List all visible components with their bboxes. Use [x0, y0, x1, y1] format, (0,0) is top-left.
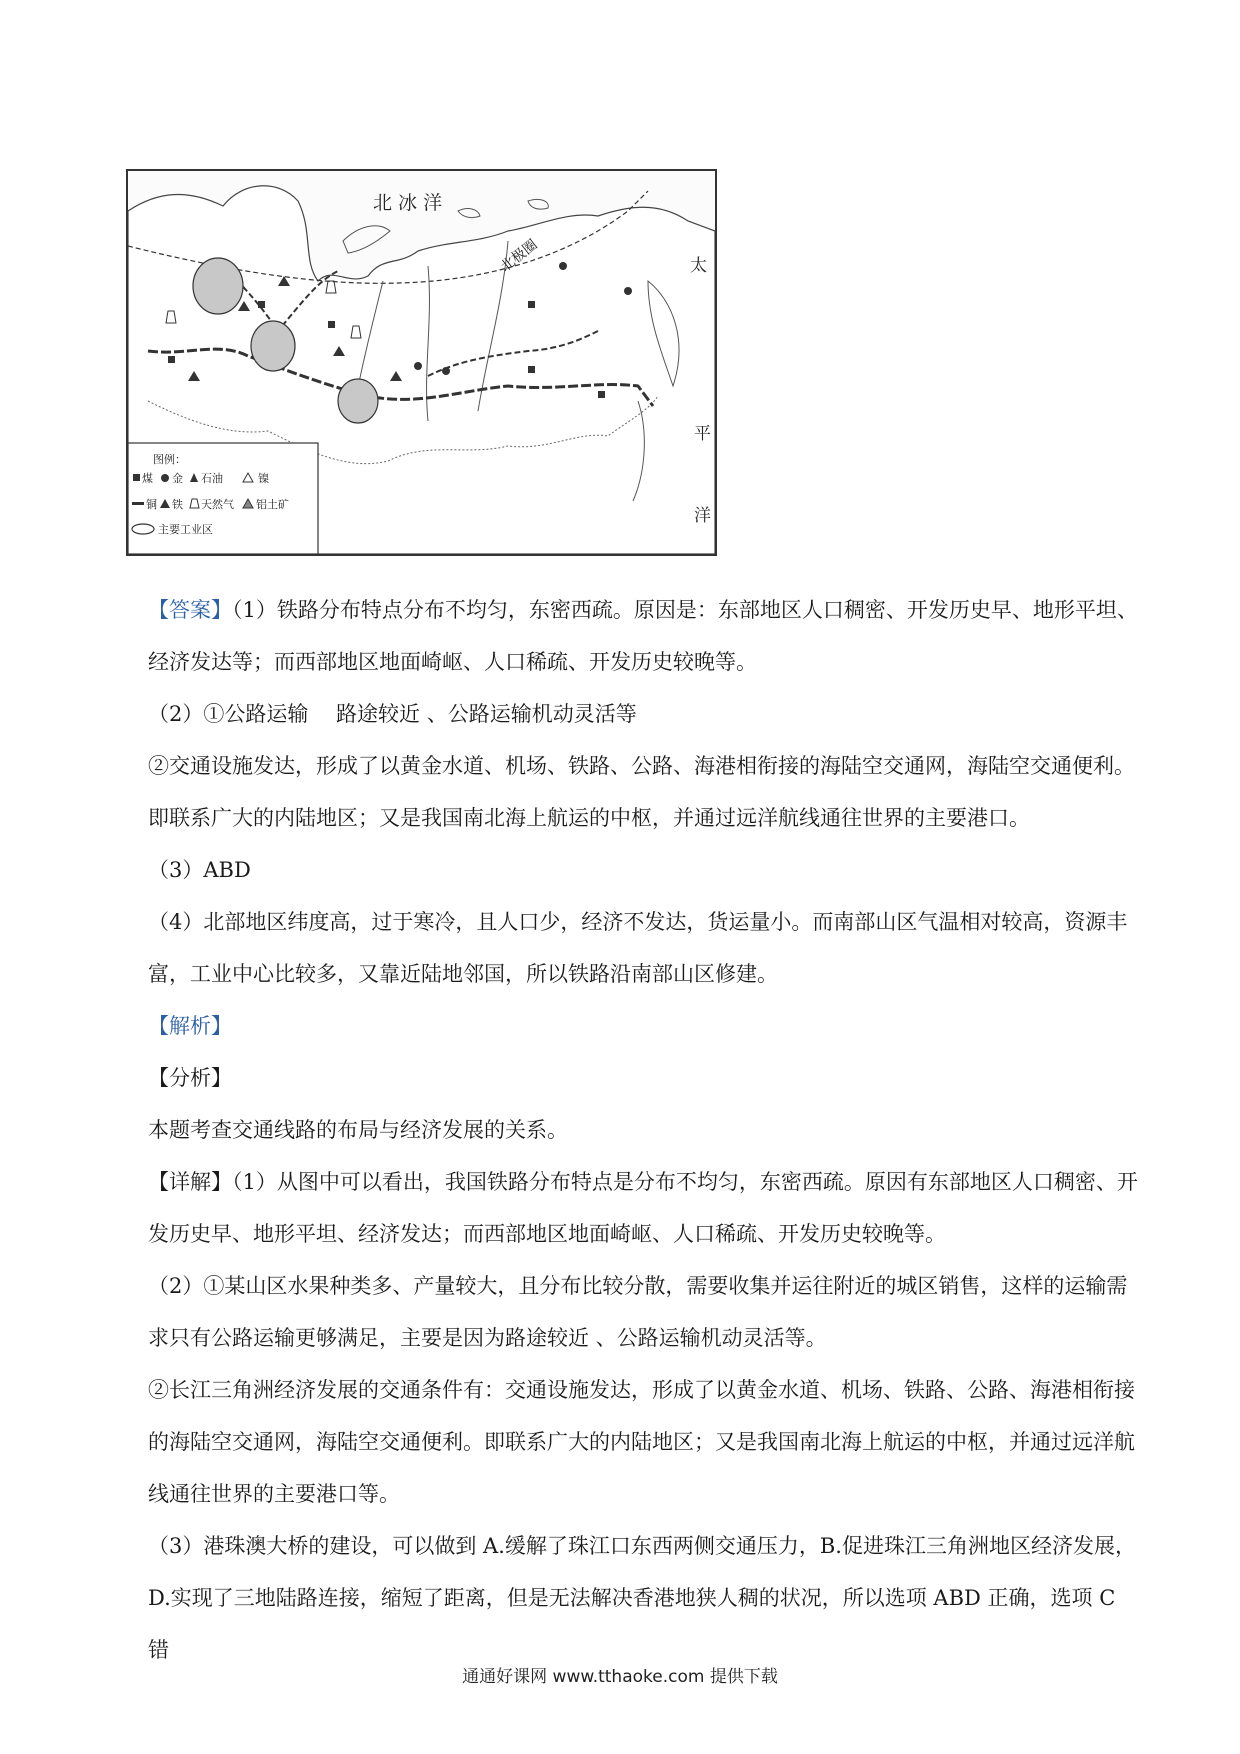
- island-arctic-2: [528, 199, 548, 209]
- label-pacific-yang: 洋: [694, 506, 711, 526]
- detail-p4: （3）港珠澳大桥的建设，可以做到 A.缓解了珠江口东西两侧交通压力，B.促进珠江三角洲地区经济发展，D.实现了三地陆路连接，缩短了距离，但是无法解决香港地狭人稠的状况，所以选项 ABD 正确，选项 C 错: [148, 1534, 1136, 1662]
- label-pacific-ping: 平: [694, 424, 711, 444]
- label-arctic-circle: 北极圈: [497, 236, 541, 276]
- map-legend: [128, 443, 318, 554]
- analysis-sub-tag: 【分析】: [148, 1066, 232, 1090]
- industrial-zone-ural: [251, 321, 295, 371]
- detail-p2: （2）①某山区水果种类多、产量较大，且分布比较分散，需要收集并运往附近的城区销售，这样的运输需求只有公路运输更够满足，主要是因为路途较近 、公路运输机动灵活等。: [148, 1274, 1128, 1350]
- legend-title: 图例：: [153, 453, 186, 466]
- island-novaya-zemlya: [343, 226, 390, 253]
- map-svg: [128, 171, 715, 554]
- analysis-intro: 本题考查交通线路的布局与经济发展的关系。: [148, 1118, 568, 1142]
- detail-p3: ②长江三角洲经济发展的交通条件有：交通设施发达，形成了以黄金水道、机场、铁路、公路、海港相衔接的海陆空交通网，海陆空交通便利。即联系广大的内陆地区；又是我国南北海上航运的中枢，并通过远洋航线通往世界的主要港口等。: [148, 1378, 1135, 1506]
- detail-tag: 【详解】: [148, 1170, 232, 1194]
- industrial-zone-kuzbass: [338, 379, 378, 423]
- answer-p4: （3）ABD: [148, 858, 251, 882]
- answer-p5: （4）北部地区纬度高，过于寒冷，且人口少，经济不发达，货运量小。而南部山区气温相对较高，资源丰富，工业中心比较多，又靠近陆地邻国，所以铁路沿南部山区修建。: [148, 910, 1128, 986]
- svg-text:天然气: 天然气: [201, 498, 234, 511]
- document-body: [148, 584, 1138, 1676]
- svg-text:主要工业区: 主要工业区: [158, 523, 213, 536]
- analysis-tag: 【解析】: [148, 1014, 232, 1038]
- svg-text:铝土矿: 铝土矿: [256, 498, 289, 511]
- russia-resource-map: [126, 169, 717, 556]
- label-arctic-ocean: 北 冰 洋: [373, 192, 443, 214]
- page-footer: 通通好课网 www.tthaoke.com 提供下载: [462, 1667, 778, 1687]
- answer-p1: 【答案】（1）铁路分布特点分布不均匀，东密西疏。原因是：东部地区人口稠密、开发历史早、地形平坦、经济发达等；而西部地区地面崎岖、人口稀疏、开发历史较晚等。: [148, 598, 1138, 674]
- island-arctic-1: [458, 209, 480, 218]
- answer-p2: （2）①公路运输 路途较近 、公路运输机动灵活等: [148, 702, 637, 726]
- svg-text:铜: 铜: [146, 498, 157, 511]
- answer-tag: 【答案】: [148, 598, 232, 622]
- detail-p1: 【详解】（1）从图中可以看出，我国铁路分布特点是分布不均匀，东密西疏。原因有东部地区人口稠密、开发历史早、地形平坦、经济发达；而西部地区地面崎岖、人口稀疏、开发历史较晚等。: [148, 1170, 1138, 1246]
- svg-text:金: 金: [172, 472, 183, 485]
- svg-text:镍: 镍: [258, 472, 269, 485]
- svg-text:铁: 铁: [172, 498, 183, 511]
- svg-text:煤: 煤: [142, 472, 153, 485]
- industrial-zone-moscow: [193, 258, 243, 314]
- label-pacific-tai: 太: [690, 256, 707, 276]
- answer-p3: ②交通设施发达，形成了以黄金水道、机场、铁路、公路、海港相衔接的海陆空交通网，海陆空交通便利。即联系广大的内陆地区；又是我国南北海上航运的中枢，并通过远洋航线通往世界的主要港口。: [148, 754, 1135, 830]
- svg-text:石油: 石油: [201, 472, 223, 485]
